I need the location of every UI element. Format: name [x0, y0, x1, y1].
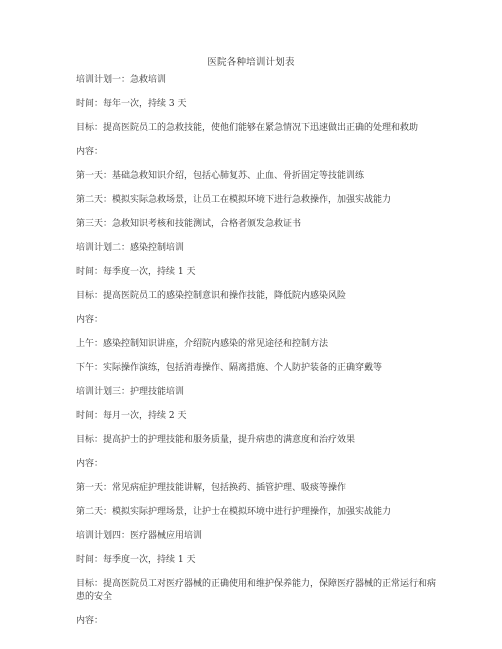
plan-1-heading: 培训计划一：急救培训: [76, 75, 167, 85]
plan-3-time: 时间：每月一次，持续 2 天: [76, 411, 187, 421]
plan-1-day-1: 第一天：基础急救知识介绍，包括心肺复苏、止血、骨折固定等技能训练: [76, 171, 365, 181]
plan-2-goal: 目标：提高医院员工的感染控制意识和操作技能，降低院内感染风险: [76, 291, 347, 301]
plan-3-heading: 培训计划三：护理技能培训: [76, 387, 185, 397]
plan-2-morning: 上午：感染控制知识讲座，介绍院内感染的常见途径和控制方法: [76, 339, 329, 349]
plan-2-heading: 培训计划二：感染控制培训: [76, 243, 185, 253]
plan-3-day-2: 第二天：模拟实际护理场景，让护士在模拟环境中进行护理操作，加强实战能力: [76, 507, 392, 517]
plan-1-content-label: 内容：: [76, 147, 104, 157]
plan-1-goal: 目标：提高医院员工的急救技能，使他们能够在紧急情况下迅速做出正确的处理和救助: [76, 123, 419, 133]
plan-3-content-label: 内容：: [76, 459, 104, 469]
plan-2-time: 时间：每季度一次，持续 1 天: [76, 267, 196, 277]
plan-4-content-label: 内容：: [76, 616, 104, 626]
plan-3-day-1: 第一天：常见病症护理技能讲解，包括换药、插管护理、吸痰等操作: [76, 483, 347, 493]
plan-4-goal: 目标：提高医院员工对医疗器械的正确使用和维护保养能力，保障医疗器械的正常运行和病患的安全: [76, 579, 437, 602]
document-title: 医院各种培训计划表: [207, 57, 295, 68]
plan-2-content-label: 内容：: [76, 315, 104, 325]
plan-4-time: 时间：每季度一次，持续 1 天: [76, 555, 196, 565]
document-body: [76, 74, 442, 639]
plan-1-day-2: 第二天：模拟实际急救场景，让员工在模拟环境下进行急救操作，加强实战能力: [76, 195, 392, 205]
plan-1-day-3: 第三天：急救知识考核和技能测试，合格者颁发急救证书: [76, 219, 302, 229]
plan-4-heading: 培训计划四：医疗器械应用培训: [76, 531, 203, 541]
plan-2-afternoon: 下午：实际操作演练，包括消毒操作、隔离措施、个人防护装备的正确穿戴等: [76, 363, 383, 373]
plan-1-time: 时间：每年一次，持续 3 天: [76, 99, 187, 109]
plan-3-goal: 目标：提高护士的护理技能和服务质量，提升病患的满意度和治疗效果: [76, 435, 356, 445]
